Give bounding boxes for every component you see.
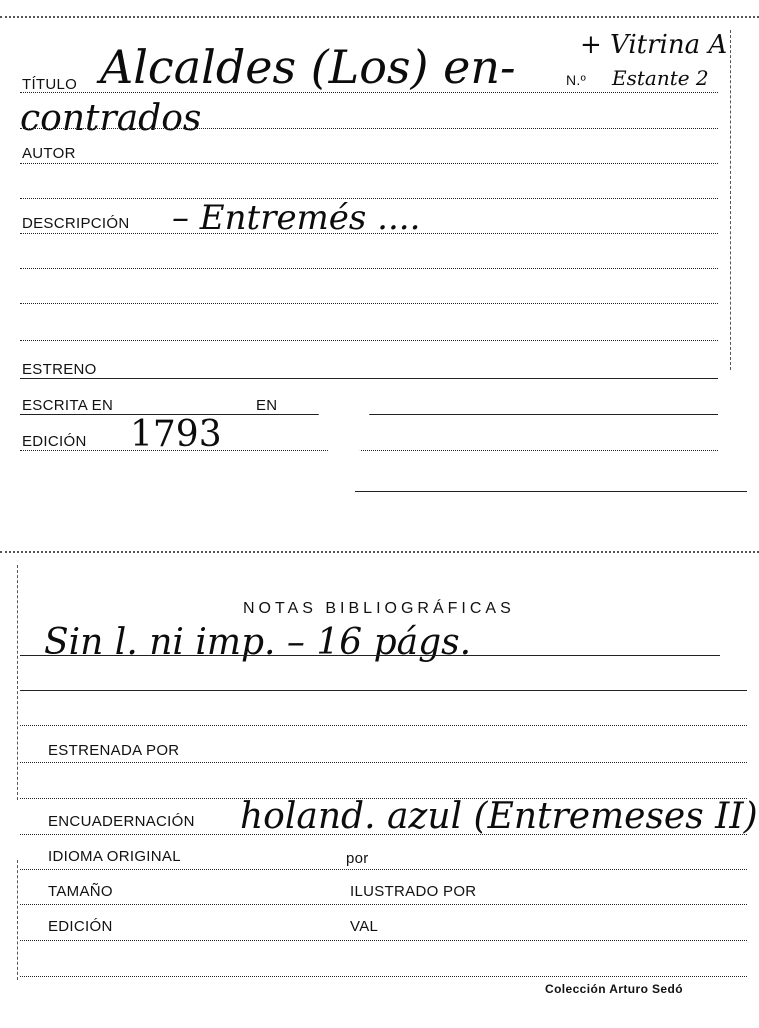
idioma-original-label: IDIOMA ORIGINAL bbox=[48, 848, 181, 865]
descripcion-rule-2 bbox=[20, 268, 718, 269]
notas-rule-1 bbox=[20, 655, 720, 656]
encuadernacion-rule bbox=[20, 834, 747, 835]
estrenada-por-label: ESTRENADA POR bbox=[48, 742, 180, 759]
estrenada-por-rule-1 bbox=[20, 762, 747, 763]
collection-footer: Colección Arturo Sedó bbox=[545, 982, 683, 996]
valor-label: VAL bbox=[350, 918, 379, 935]
notas-handwritten: Sin l. ni imp. – 16 págs. bbox=[44, 622, 472, 663]
encuadernacion-handwritten: holand. azul (Entremeses II) bbox=[240, 796, 758, 837]
edicion-rule bbox=[20, 450, 718, 451]
numero-label: N.º bbox=[566, 72, 587, 88]
tamano-rule bbox=[20, 904, 747, 905]
por-label: por bbox=[346, 850, 369, 867]
idioma-rule bbox=[20, 869, 747, 870]
encuadernacion-label: ENCUADERNACIÓN bbox=[48, 813, 195, 830]
en-label: EN bbox=[256, 397, 278, 414]
titulo-handwritten-line1: Alcaldes (Los) en- bbox=[100, 40, 516, 94]
autor-rule-1 bbox=[20, 163, 718, 164]
top-card-right-border bbox=[730, 30, 731, 370]
autor-label: AUTOR bbox=[22, 145, 76, 162]
titulo-handwritten-line2: contrados bbox=[20, 98, 202, 139]
edicion-label: EDICIÓN bbox=[22, 433, 87, 450]
edicion-year-handwritten: 1793 bbox=[130, 414, 222, 455]
descripcion-rule-4 bbox=[20, 340, 718, 341]
descripcion-handwritten: – Entremés .... bbox=[172, 198, 421, 238]
notas-heading: NOTAS BIBLIOGRÁFICAS bbox=[243, 600, 515, 617]
tamano-label: TAMAÑO bbox=[48, 883, 113, 900]
ink-smudge bbox=[318, 388, 370, 458]
edicion-label-bottom: EDICIÓN bbox=[48, 918, 113, 935]
titulo-rule-2 bbox=[20, 128, 718, 129]
notas-rule-2 bbox=[20, 690, 747, 691]
descripcion-rule-3 bbox=[20, 303, 718, 304]
final-rule bbox=[20, 976, 747, 977]
estreno-rule bbox=[20, 378, 718, 379]
perforation-top bbox=[0, 16, 759, 18]
edicion-bottom-rule bbox=[20, 940, 747, 941]
location-handwritten-line2: Estante 2 bbox=[612, 66, 709, 90]
descripcion-label: DESCRIPCIÓN bbox=[22, 215, 130, 232]
titulo-label: TÍTULO bbox=[22, 76, 78, 93]
notas-rule-3 bbox=[20, 725, 747, 726]
bottom-card-left-border bbox=[17, 860, 18, 980]
location-handwritten-line1: + Vitrina A bbox=[580, 30, 728, 60]
ilustrado-por-label: ILUSTRADO POR bbox=[350, 883, 477, 900]
descripcion-rule-1 bbox=[20, 233, 718, 234]
titulo-rule-1 bbox=[20, 92, 718, 93]
estreno-label: ESTRENO bbox=[22, 361, 97, 378]
card-edge-rule bbox=[355, 491, 747, 492]
escrita-en-label: ESCRITA EN bbox=[22, 397, 114, 414]
notas-box-left-border bbox=[17, 565, 18, 800]
perforation-middle bbox=[0, 551, 759, 553]
